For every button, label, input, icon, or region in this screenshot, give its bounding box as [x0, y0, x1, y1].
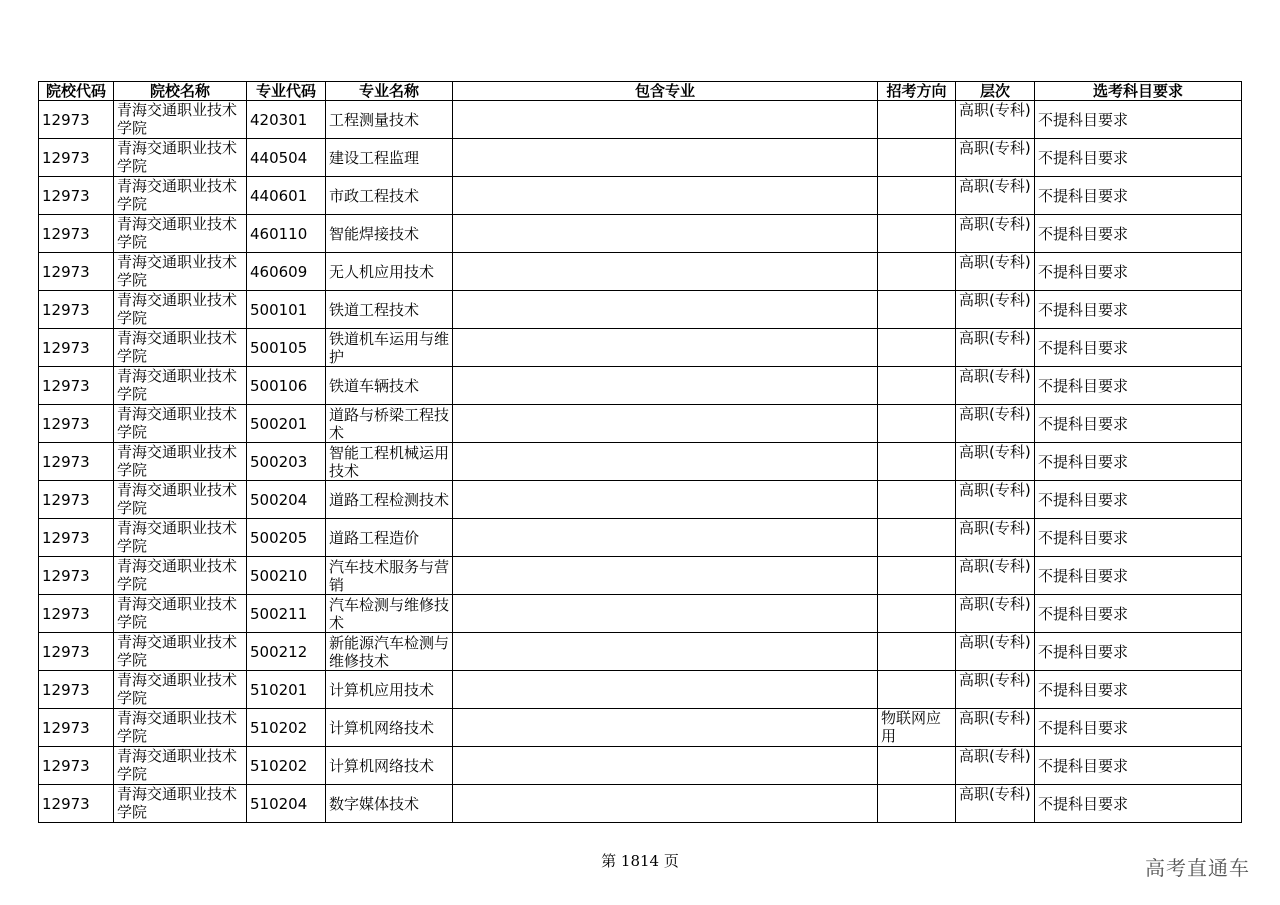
cell-subject-req: 不提科目要求 [1035, 367, 1242, 405]
cell-level: 高职(专科) [956, 253, 1035, 291]
cell-major-name: 计算机网络技术 [326, 747, 453, 785]
cell-includes [453, 519, 878, 557]
table-row [39, 329, 1242, 367]
cell-includes [453, 557, 878, 595]
cell-major-name: 计算机应用技术 [326, 671, 453, 709]
table-row [39, 595, 1242, 633]
cell-school-name: 青海交通职业技术学院 [114, 101, 247, 139]
cell-level: 高职(专科) [956, 139, 1035, 177]
cell-school-code: 12973 [39, 519, 114, 557]
cell-direction [878, 557, 956, 595]
cell-subject-req: 不提科目要求 [1035, 329, 1242, 367]
cell-includes [453, 747, 878, 785]
cell-major-name: 道路工程检测技术 [326, 481, 453, 519]
header-subject-req: 选考科目要求 [1035, 82, 1242, 101]
table-row [39, 291, 1242, 329]
cell-school-name: 青海交通职业技术学院 [114, 367, 247, 405]
cell-level: 高职(专科) [956, 101, 1035, 139]
cell-direction [878, 595, 956, 633]
admissions-table [38, 81, 1242, 823]
cell-subject-req: 不提科目要求 [1035, 519, 1242, 557]
cell-school-name: 青海交通职业技术学院 [114, 291, 247, 329]
cell-school-code: 12973 [39, 329, 114, 367]
cell-school-code: 12973 [39, 101, 114, 139]
cell-includes [453, 671, 878, 709]
cell-major-code: 500106 [247, 367, 326, 405]
cell-direction [878, 481, 956, 519]
cell-major-code: 510202 [247, 747, 326, 785]
header-direction: 招考方向 [878, 82, 956, 101]
cell-school-code: 12973 [39, 709, 114, 747]
cell-major-name: 道路工程造价 [326, 519, 453, 557]
cell-subject-req: 不提科目要求 [1035, 595, 1242, 633]
cell-school-code: 12973 [39, 291, 114, 329]
cell-level: 高职(专科) [956, 177, 1035, 215]
cell-major-code: 500212 [247, 633, 326, 671]
cell-subject-req: 不提科目要求 [1035, 177, 1242, 215]
cell-level: 高职(专科) [956, 481, 1035, 519]
cell-level: 高职(专科) [956, 557, 1035, 595]
cell-subject-req: 不提科目要求 [1035, 443, 1242, 481]
table-row [39, 405, 1242, 443]
cell-school-code: 12973 [39, 633, 114, 671]
cell-school-name: 青海交通职业技术学院 [114, 405, 247, 443]
cell-major-name: 汽车技术服务与营销 [326, 557, 453, 595]
cell-level: 高职(专科) [956, 367, 1035, 405]
table-row [39, 671, 1242, 709]
cell-major-code: 500204 [247, 481, 326, 519]
cell-major-code: 510201 [247, 671, 326, 709]
cell-school-code: 12973 [39, 215, 114, 253]
table-row [39, 481, 1242, 519]
header-major-name: 专业名称 [326, 82, 453, 101]
cell-level: 高职(专科) [956, 329, 1035, 367]
cell-school-code: 12973 [39, 747, 114, 785]
cell-subject-req: 不提科目要求 [1035, 253, 1242, 291]
cell-direction [878, 747, 956, 785]
cell-major-name: 铁道机车运用与维护 [326, 329, 453, 367]
cell-major-name: 新能源汽车检测与维修技术 [326, 633, 453, 671]
cell-level: 高职(专科) [956, 747, 1035, 785]
cell-major-code: 440601 [247, 177, 326, 215]
cell-direction: 物联网应用 [878, 709, 956, 747]
cell-direction [878, 367, 956, 405]
cell-major-code: 510204 [247, 785, 326, 823]
cell-level: 高职(专科) [956, 519, 1035, 557]
cell-includes [453, 633, 878, 671]
cell-major-code: 440504 [247, 139, 326, 177]
cell-school-name: 青海交通职业技术学院 [114, 671, 247, 709]
cell-includes [453, 443, 878, 481]
cell-direction [878, 405, 956, 443]
table-row [39, 253, 1242, 291]
table-row [39, 709, 1242, 747]
table-row [39, 785, 1242, 823]
cell-school-code: 12973 [39, 367, 114, 405]
page-number: 第 1814 页 [601, 852, 679, 870]
cell-level: 高职(专科) [956, 671, 1035, 709]
cell-school-code: 12973 [39, 443, 114, 481]
cell-major-name: 道路与桥梁工程技术 [326, 405, 453, 443]
cell-subject-req: 不提科目要求 [1035, 215, 1242, 253]
cell-school-code: 12973 [39, 405, 114, 443]
cell-level: 高职(专科) [956, 405, 1035, 443]
cell-major-code: 500210 [247, 557, 326, 595]
cell-subject-req: 不提科目要求 [1035, 709, 1242, 747]
cell-level: 高职(专科) [956, 291, 1035, 329]
cell-includes [453, 291, 878, 329]
cell-school-code: 12973 [39, 785, 114, 823]
cell-school-name: 青海交通职业技术学院 [114, 253, 247, 291]
cell-includes [453, 405, 878, 443]
cell-level: 高职(专科) [956, 443, 1035, 481]
cell-school-code: 12973 [39, 595, 114, 633]
cell-subject-req: 不提科目要求 [1035, 101, 1242, 139]
cell-subject-req: 不提科目要求 [1035, 557, 1242, 595]
cell-level: 高职(专科) [956, 709, 1035, 747]
table-row [39, 519, 1242, 557]
table-row [39, 367, 1242, 405]
cell-major-code: 460110 [247, 215, 326, 253]
cell-school-code: 12973 [39, 557, 114, 595]
cell-major-code: 500201 [247, 405, 326, 443]
cell-includes [453, 177, 878, 215]
cell-major-code: 460609 [247, 253, 326, 291]
cell-direction [878, 215, 956, 253]
cell-school-code: 12973 [39, 253, 114, 291]
cell-school-name: 青海交通职业技术学院 [114, 595, 247, 633]
cell-school-name: 青海交通职业技术学院 [114, 557, 247, 595]
cell-school-name: 青海交通职业技术学院 [114, 177, 247, 215]
cell-direction [878, 329, 956, 367]
cell-major-name: 无人机应用技术 [326, 253, 453, 291]
cell-major-name: 智能工程机械运用技术 [326, 443, 453, 481]
cell-school-name: 青海交通职业技术学院 [114, 633, 247, 671]
cell-major-code: 500203 [247, 443, 326, 481]
cell-includes [453, 785, 878, 823]
cell-major-name: 数字媒体技术 [326, 785, 453, 823]
cell-includes [453, 215, 878, 253]
header-major-code: 专业代码 [247, 82, 326, 101]
table-row [39, 557, 1242, 595]
cell-subject-req: 不提科目要求 [1035, 481, 1242, 519]
cell-direction [878, 139, 956, 177]
cell-major-code: 500101 [247, 291, 326, 329]
cell-subject-req: 不提科目要求 [1035, 139, 1242, 177]
header-school-name: 院校名称 [114, 82, 247, 101]
header-includes: 包含专业 [453, 82, 878, 101]
cell-major-name: 铁道工程技术 [326, 291, 453, 329]
cell-includes [453, 101, 878, 139]
table-header-row [39, 82, 1242, 101]
cell-includes [453, 253, 878, 291]
header-school-code: 院校代码 [39, 82, 114, 101]
cell-subject-req: 不提科目要求 [1035, 671, 1242, 709]
cell-school-name: 青海交通职业技术学院 [114, 709, 247, 747]
cell-major-name: 市政工程技术 [326, 177, 453, 215]
table-row [39, 443, 1242, 481]
cell-school-name: 青海交通职业技术学院 [114, 785, 247, 823]
cell-includes [453, 139, 878, 177]
cell-direction [878, 101, 956, 139]
cell-level: 高职(专科) [956, 785, 1035, 823]
cell-major-code: 500205 [247, 519, 326, 557]
cell-school-code: 12973 [39, 177, 114, 215]
cell-school-name: 青海交通职业技术学院 [114, 139, 247, 177]
cell-school-name: 青海交通职业技术学院 [114, 329, 247, 367]
cell-school-name: 青海交通职业技术学院 [114, 481, 247, 519]
cell-major-code: 420301 [247, 101, 326, 139]
cell-direction [878, 291, 956, 329]
cell-direction [878, 177, 956, 215]
cell-direction [878, 519, 956, 557]
table-row [39, 139, 1242, 177]
cell-major-code: 500211 [247, 595, 326, 633]
table-row [39, 101, 1242, 139]
cell-major-code: 510202 [247, 709, 326, 747]
header-level: 层次 [956, 82, 1035, 101]
cell-school-code: 12973 [39, 481, 114, 519]
cell-level: 高职(专科) [956, 633, 1035, 671]
cell-major-code: 500105 [247, 329, 326, 367]
cell-school-code: 12973 [39, 671, 114, 709]
cell-subject-req: 不提科目要求 [1035, 291, 1242, 329]
cell-major-name: 建设工程监理 [326, 139, 453, 177]
cell-major-name: 计算机网络技术 [326, 709, 453, 747]
cell-major-name: 工程测量技术 [326, 101, 453, 139]
cell-includes [453, 367, 878, 405]
cell-includes [453, 329, 878, 367]
cell-subject-req: 不提科目要求 [1035, 405, 1242, 443]
cell-school-name: 青海交通职业技术学院 [114, 443, 247, 481]
cell-subject-req: 不提科目要求 [1035, 785, 1242, 823]
cell-school-code: 12973 [39, 139, 114, 177]
cell-direction [878, 253, 956, 291]
table-row [39, 177, 1242, 215]
cell-school-name: 青海交通职业技术学院 [114, 747, 247, 785]
cell-school-name: 青海交通职业技术学院 [114, 215, 247, 253]
cell-direction [878, 671, 956, 709]
table-row [39, 633, 1242, 671]
cell-school-name: 青海交通职业技术学院 [114, 519, 247, 557]
table-row [39, 215, 1242, 253]
cell-major-name: 智能焊接技术 [326, 215, 453, 253]
cell-includes [453, 481, 878, 519]
cell-includes [453, 595, 878, 633]
cell-major-name: 铁道车辆技术 [326, 367, 453, 405]
cell-level: 高职(专科) [956, 595, 1035, 633]
cell-direction [878, 633, 956, 671]
cell-direction [878, 785, 956, 823]
cell-includes [453, 709, 878, 747]
cell-subject-req: 不提科目要求 [1035, 747, 1242, 785]
cell-direction [878, 443, 956, 481]
cell-major-name: 汽车检测与维修技术 [326, 595, 453, 633]
watermark-text: 高考直通车 [1145, 856, 1250, 880]
cell-level: 高职(专科) [956, 215, 1035, 253]
cell-subject-req: 不提科目要求 [1035, 633, 1242, 671]
table-row [39, 747, 1242, 785]
